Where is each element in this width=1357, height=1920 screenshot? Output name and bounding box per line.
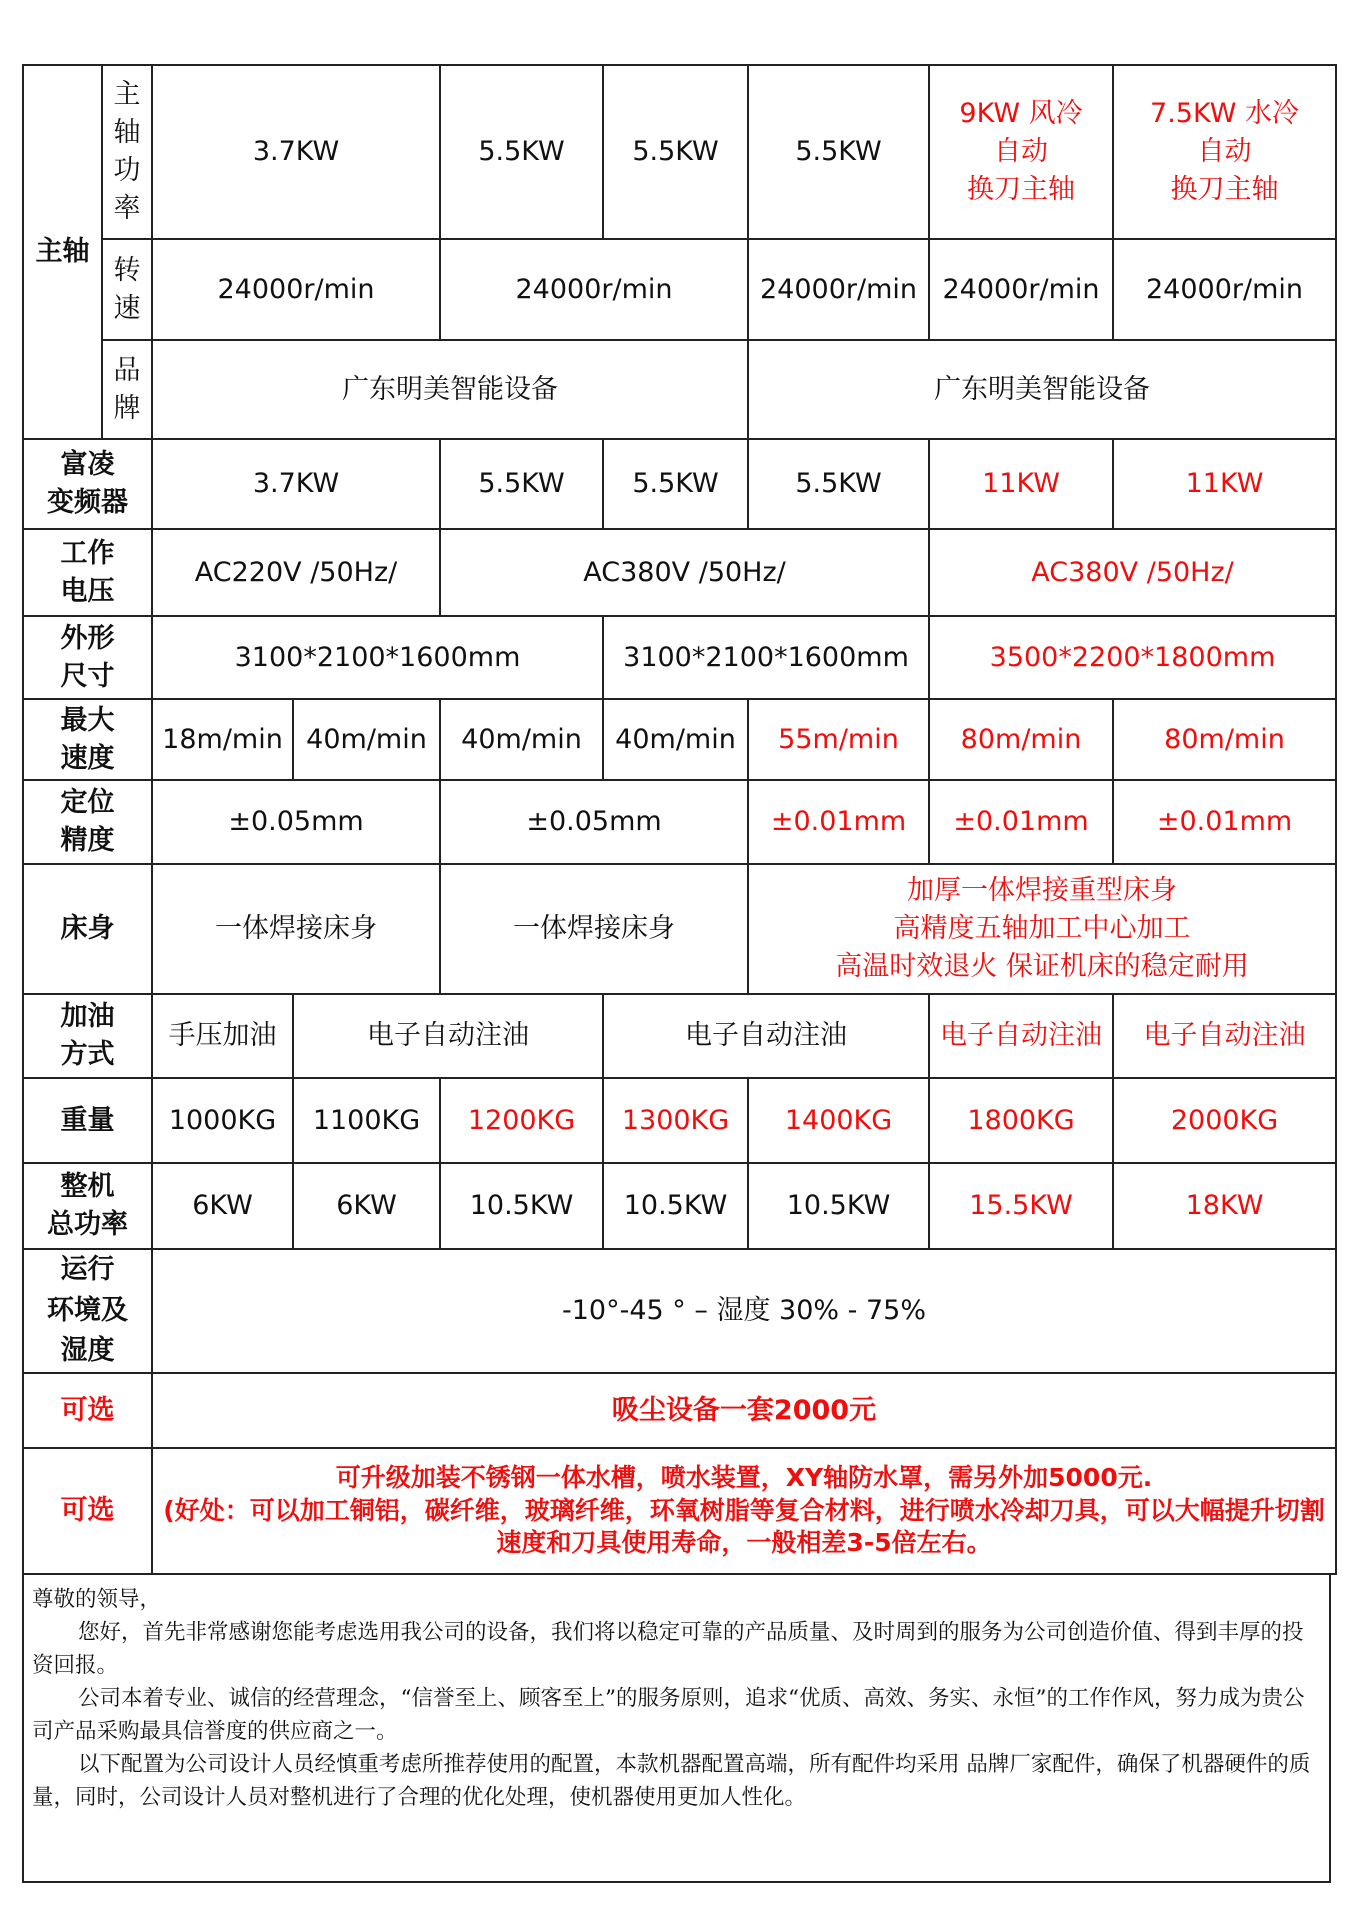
spindle-power-label: 主 轴 功 率 (102, 65, 152, 239)
cell: 3100*2100*1600mm (152, 616, 603, 699)
row-label: 外形 尺寸 (23, 616, 152, 699)
cell: 24000r/min (1113, 239, 1336, 340)
row-environment (23, 1249, 1336, 1373)
row-voltage (23, 529, 1336, 616)
spec-table (22, 64, 1337, 1575)
cell: 3100*2100*1600mm (603, 616, 929, 699)
cell: 广东明美智能设备 (152, 340, 748, 439)
cell: 5.5KW (603, 439, 748, 529)
cell: 3.7KW (152, 439, 440, 529)
cell: 3.7KW (152, 65, 440, 239)
cell: 电子自动注油 (929, 994, 1113, 1078)
cell: 5.5KW (440, 439, 603, 529)
cell: 广东明美智能设备 (748, 340, 1336, 439)
cell: ±0.05mm (152, 780, 440, 864)
cell: 1800KG (929, 1078, 1113, 1163)
row-spindle-power (23, 65, 1336, 239)
row-label: 重量 (23, 1078, 152, 1163)
cell: 1000KG (152, 1078, 293, 1163)
cell: 10.5KW (603, 1163, 748, 1249)
cell: 电子自动注油 (293, 994, 603, 1078)
row-size (23, 616, 1336, 699)
cell: 40m/min (603, 699, 748, 780)
cell: 11KW (929, 439, 1113, 529)
row-label: 可选 (23, 1448, 152, 1574)
row-label: 运行 环境及 湿度 (23, 1249, 152, 1373)
row-label: 富凌 变频器 (23, 439, 152, 529)
cell: ±0.01mm (929, 780, 1113, 864)
cell: 10.5KW (440, 1163, 603, 1249)
spindle-brand-label: 品 牌 (102, 340, 152, 439)
cell: AC220V /50Hz/ (152, 529, 440, 616)
cell: 2000KG (1113, 1078, 1336, 1163)
row-label: 加油 方式 (23, 994, 152, 1078)
row-spindle-brand (23, 340, 1336, 439)
cell: 7.5KW 水冷 自动 换刀主轴 (1113, 65, 1336, 239)
letter-paragraph: 公司本着专业、诚信的经营理念，“信誉至上、顾客至上”的服务原则，追求“优质、高效、务实、永恒”的工作作风，努力成为贵公司产品采购最具信誉度的供应商之一。 (32, 1686, 1305, 1744)
row-option-2 (23, 1448, 1336, 1574)
row-bed (23, 864, 1336, 994)
spindle-speed-label: 转 速 (102, 239, 152, 340)
letter-paragraph: 您好，首先非常感谢您能考虑选用我公司的设备，我们将以稳定可靠的产品质量、及时周到的服务为公司创造价值、得到丰厚的投资回报。 (32, 1620, 1304, 1678)
row-label: 整机 总功率 (23, 1163, 152, 1249)
cell: 5.5KW (603, 65, 748, 239)
cell: 1400KG (748, 1078, 929, 1163)
cell: 55m/min (748, 699, 929, 780)
cell: 80m/min (1113, 699, 1336, 780)
cell: 5.5KW (748, 65, 929, 239)
cell: 可升级加装不锈钢一体水槽，喷水装置，XY轴防水罩，需另外加5000元. (好处：可以加工铜铝，碳纤维，玻璃纤维，环氧树脂等复合材料，进行喷水冷却刀具，可以大幅提升切割速度和刀具使用寿命，一般相差3-5倍左右。 (152, 1448, 1336, 1574)
cell: 加厚一体焊接重型床身 高精度五轴加工中心加工 高温时效退火 保证机床的稳定耐用 (748, 864, 1336, 994)
row-label: 可选 (23, 1373, 152, 1448)
letter-paragraph: 以下配置为公司设计人员经慎重考虑所推荐使用的配置，本款机器配置高端，所有配件均采用 品牌厂家配件，确保了机器硬件的质量，同时，公司设计人员对整机进行了合理的优化处理，使机器使用更加人性化。 (32, 1752, 1311, 1810)
cell: -10°-45 ° – 湿度 30% - 75% (152, 1249, 1336, 1373)
cell: AC380V /50Hz/ (929, 529, 1336, 616)
cell: 24000r/min (748, 239, 929, 340)
cell: 15.5KW (929, 1163, 1113, 1249)
cell: 6KW (152, 1163, 293, 1249)
cell: 1100KG (293, 1078, 440, 1163)
cell: 吸尘设备一套2000元 (152, 1373, 1336, 1448)
row-option-1 (23, 1373, 1336, 1448)
cell: 电子自动注油 (1113, 994, 1336, 1078)
cell: 5.5KW (440, 65, 603, 239)
spindle-label: 主轴 (23, 65, 102, 439)
cell: 18KW (1113, 1163, 1336, 1249)
cell: 一体焊接床身 (152, 864, 440, 994)
cell: ±0.01mm (748, 780, 929, 864)
cell: 一体焊接床身 (440, 864, 748, 994)
cell: 40m/min (440, 699, 603, 780)
cell: 电子自动注油 (603, 994, 929, 1078)
cell: 80m/min (929, 699, 1113, 780)
cell: 5.5KW (748, 439, 929, 529)
row-label: 床身 (23, 864, 152, 994)
cell: 手压加油 (152, 994, 293, 1078)
row-max-speed (23, 699, 1336, 780)
cell: 24000r/min (440, 239, 748, 340)
cell: 1200KG (440, 1078, 603, 1163)
cell: 18m/min (152, 699, 293, 780)
row-accuracy (23, 780, 1336, 864)
cell: 10.5KW (748, 1163, 929, 1249)
row-label: 工作 电压 (23, 529, 152, 616)
cell: 11KW (1113, 439, 1336, 529)
cell: ±0.05mm (440, 780, 748, 864)
cell: 24000r/min (152, 239, 440, 340)
letter-box (22, 1573, 1331, 1883)
row-inverter (23, 439, 1336, 529)
cell: 3500*2200*1800mm (929, 616, 1336, 699)
row-label: 定位 精度 (23, 780, 152, 864)
row-spindle-speed (23, 239, 1336, 340)
cell: ±0.01mm (1113, 780, 1336, 864)
cell: AC380V /50Hz/ (440, 529, 929, 616)
row-total-power (23, 1163, 1336, 1249)
row-oiling (23, 994, 1336, 1078)
cell: 9KW 风冷 自动 换刀主轴 (929, 65, 1113, 239)
cell: 40m/min (293, 699, 440, 780)
letter-greeting: 尊敬的领导， (32, 1587, 162, 1612)
row-weight (23, 1078, 1336, 1163)
cell: 24000r/min (929, 239, 1113, 340)
row-label: 最大 速度 (23, 699, 152, 780)
cell: 1300KG (603, 1078, 748, 1163)
cell: 6KW (293, 1163, 440, 1249)
